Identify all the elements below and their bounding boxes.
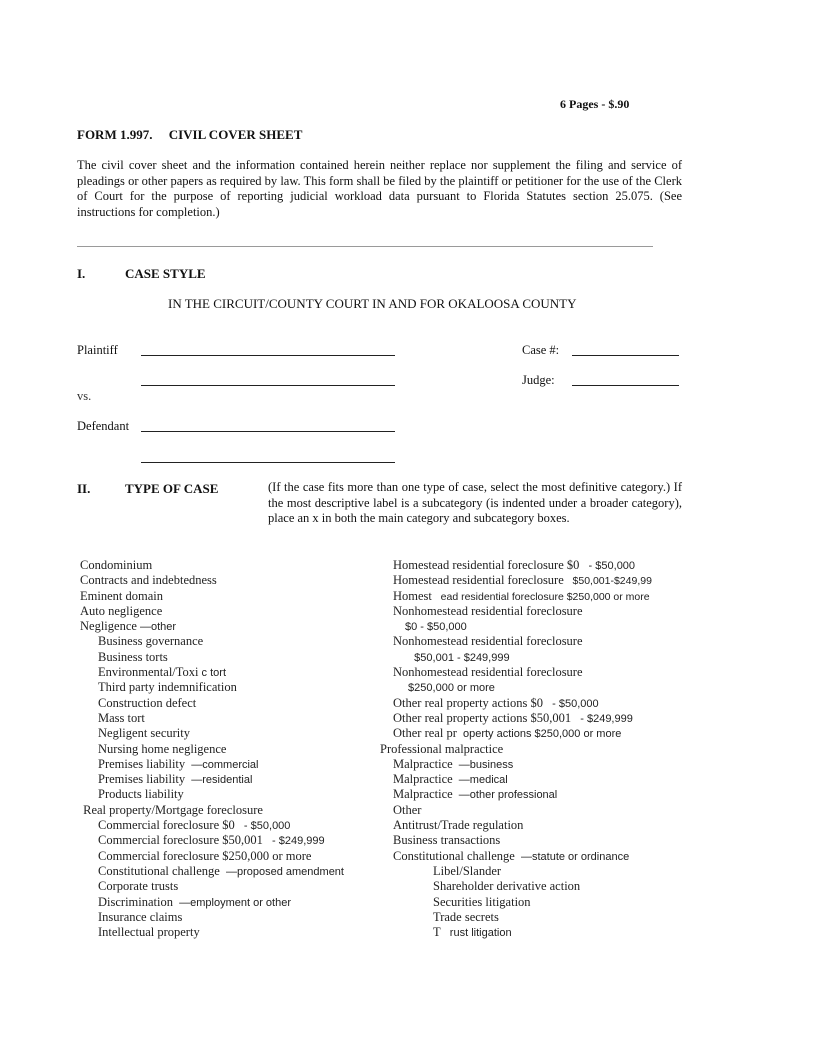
court-heading: IN THE CIRCUIT/COUNTY COURT IN AND FOR OKALOOSA COUNTY: [168, 296, 577, 311]
case-type-item[interactable]: Environmental/Toxi c tort: [98, 665, 227, 680]
case-number-field[interactable]: [572, 355, 679, 356]
case-type-item: $250,000 or more: [405, 682, 495, 695]
case-type-item[interactable]: Contracts and indebtedness: [80, 573, 217, 588]
defendant-field[interactable]: [141, 431, 395, 432]
case-type-item[interactable]: Nursing home negligence: [98, 741, 227, 756]
case-type-item[interactable]: Third party indemnification: [98, 680, 237, 695]
case-type-item[interactable]: Premises liability —residential: [98, 772, 253, 787]
section-1-title: CASE STYLE: [125, 266, 206, 281]
case-type-item[interactable]: Antitrust/Trade regulation: [393, 818, 524, 833]
plaintiff-label: Plaintiff: [77, 343, 118, 357]
case-type-item[interactable]: Other: [393, 802, 422, 817]
form-title: FORM 1.997. CIVIL COVER SHEET: [77, 127, 303, 142]
type-of-case-instructions: (If the case fits more than one type of case, select the most definitive category.) If the most descriptive label is a subcategory (is indented under a broader category), place an x in both the main category and subcategory boxes.: [268, 480, 682, 525]
vs-label: vs.: [77, 389, 92, 403]
case-type-item[interactable]: Malpractice —business: [393, 756, 514, 771]
section-1-number: I.: [77, 266, 86, 281]
plaintiff-field-2[interactable]: [141, 385, 395, 386]
case-type-item[interactable]: Nonhomestead residential foreclosure: [393, 634, 583, 649]
case-type-item[interactable]: Eminent domain: [80, 588, 163, 603]
case-type-item[interactable]: Discrimination —employment or other: [98, 894, 291, 909]
case-type-item[interactable]: Corporate trusts: [98, 879, 179, 894]
case-type-item[interactable]: Homestead residential foreclosure $0 - $50,000: [393, 558, 636, 572]
case-type-item[interactable]: Business governance: [98, 634, 204, 649]
case-type-item[interactable]: Constitutional challenge —proposed amendment: [98, 863, 344, 878]
case-type-item[interactable]: Shareholder derivative action: [433, 879, 581, 894]
case-type-item[interactable]: Professional malpractice: [380, 741, 504, 756]
section-2-number: II.: [77, 481, 91, 496]
divider: [77, 246, 653, 247]
case-type-item[interactable]: Malpractice —other professional: [393, 787, 558, 802]
intro-paragraph: The civil cover sheet and the information contained herein neither replace nor supplement the filing and service of pleadings or other papers as required by law. This form shall be filed by the plaintiff or petitioner for the use of the Clerk of Court for the purpose of reporting judicial workload data pursuant to Florida Statutes section 25.075. (See instructions for completion.): [77, 158, 682, 219]
case-type-item[interactable]: Products liability: [98, 787, 184, 802]
case-type-item[interactable]: Commercial foreclosure $0 - $50,000: [98, 818, 291, 833]
case-type-item[interactable]: Mass tort: [98, 710, 145, 725]
case-type-item[interactable]: Commercial foreclosure $50,001 - $249,999: [98, 833, 325, 848]
case-type-item[interactable]: Homestead residential foreclosure $50,001-$249,99: [393, 573, 652, 588]
case-type-item[interactable]: Negligence —other: [80, 619, 177, 634]
case-type-item[interactable]: Other real property actions $50,001 - $249,999: [393, 710, 633, 725]
judge-field[interactable]: [572, 385, 679, 386]
defendant-field-2[interactable]: [141, 462, 395, 463]
section-2-title: TYPE OF CASE: [125, 481, 219, 496]
case-type-item: $0 - $50,000: [405, 621, 467, 634]
case-type-item[interactable]: Intellectual property: [98, 925, 200, 940]
case-type-item[interactable]: Condominium: [80, 558, 153, 572]
case-type-item: $50,001 - $249,999: [405, 651, 510, 664]
defendant-label: Defendant: [77, 419, 130, 433]
case-type-item[interactable]: Premises liability —commercial: [98, 756, 259, 771]
case-type-item[interactable]: Constitutional challenge —statute or ordinance: [393, 848, 630, 863]
case-type-item[interactable]: T rust litigation: [433, 925, 512, 940]
case-type-list-right: [380, 558, 652, 940]
case-type-item[interactable]: Real property/Mortgage foreclosure: [80, 802, 263, 817]
case-type-list-left: [80, 558, 344, 940]
case-type-item[interactable]: Auto negligence: [80, 603, 163, 618]
case-type-item[interactable]: Other real property actions $0 - $50,000: [393, 695, 599, 710]
case-type-item[interactable]: Malpractice —medical: [393, 772, 508, 787]
case-type-item[interactable]: Other real pr operty actions $250,000 or more: [393, 726, 622, 741]
case-type-item[interactable]: Libel/Slander: [433, 863, 502, 878]
case-type-item[interactable]: Homest ead residential foreclosure $250,000 or more: [393, 588, 650, 603]
case-type-item[interactable]: Commercial foreclosure $250,000 or more: [98, 848, 312, 863]
case-type-item[interactable]: Negligent security: [98, 726, 190, 741]
case-number-label: Case #:: [522, 343, 560, 357]
case-type-item[interactable]: Business torts: [98, 649, 168, 664]
case-type-item[interactable]: Trade secrets: [433, 909, 499, 924]
judge-label: Judge:: [522, 373, 555, 387]
case-type-item[interactable]: Construction defect: [98, 695, 197, 710]
case-type-item[interactable]: Nonhomestead residential foreclosure: [393, 603, 583, 618]
plaintiff-field[interactable]: [141, 355, 395, 356]
case-type-item[interactable]: Business transactions: [393, 833, 501, 848]
page-count-price: 6 Pages - $.90: [560, 97, 630, 111]
case-type-item[interactable]: Nonhomestead residential foreclosure: [393, 665, 583, 680]
case-type-item[interactable]: Insurance claims: [98, 909, 183, 924]
case-type-item[interactable]: Securities litigation: [433, 894, 531, 909]
